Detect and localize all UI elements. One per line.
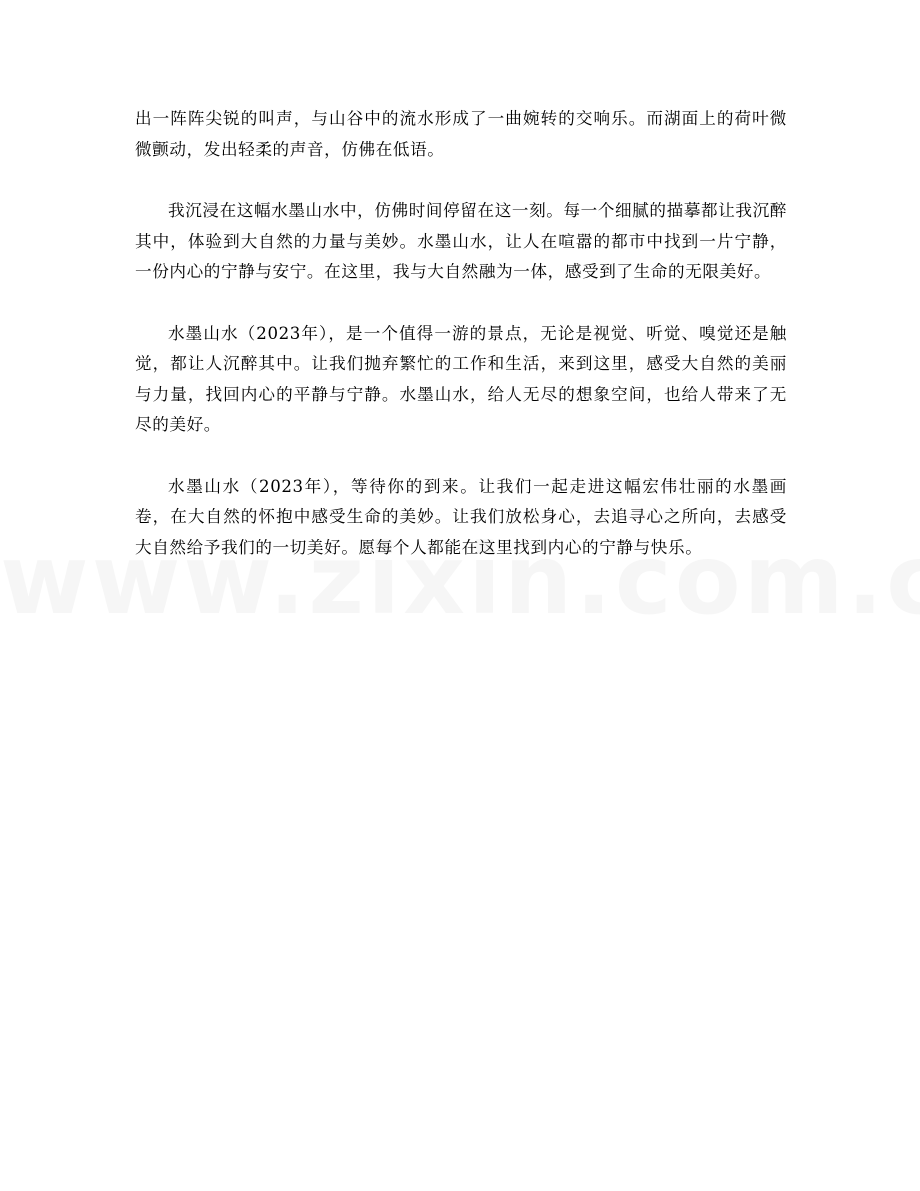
paragraph-4: 水墨山水（2023年），等待你的到来。让我们一起走进这幅宏伟壮丽的水墨画卷，在大自然的怀抱中感受生命的美妙。让我们放松身心，去追寻心之所向，去感受大自然给予我们的一切美好。愿每个人都能在这里找到内心的宁静与快乐。: [135, 476, 787, 557]
paragraph-2: 我沉浸在这幅水墨山水中，仿佛时间停留在这一刻。每一个细腻的描摹都让我沉醉其中，体验到大自然的力量与美妙。水墨山水，让人在喧嚣的都市中找到一片宁静，一份内心的宁静与安宁。在这里，我与大自然融为一体，感受到了生命的无限美好。: [135, 201, 787, 281]
document-body: [135, 104, 787, 594]
paragraph-3: 水墨山水（2023年），是一个值得一游的景点，无论是视觉、听觉、嗅觉还是触觉，都让人沉醉其中。让我们抛弃繁忙的工作和生活，来到这里，感受大自然的美丽与力量，找回内心的平静与宁静。水墨山水，给人无尽的想象空间，也给人带来了无尽的美好。: [135, 323, 787, 434]
paragraph-1: 出一阵阵尖锐的叫声，与山谷中的流水形成了一曲婉转的交响乐。而湖面上的荷叶微微颤动，发出轻柔的声音，仿佛在低语。: [135, 109, 787, 159]
